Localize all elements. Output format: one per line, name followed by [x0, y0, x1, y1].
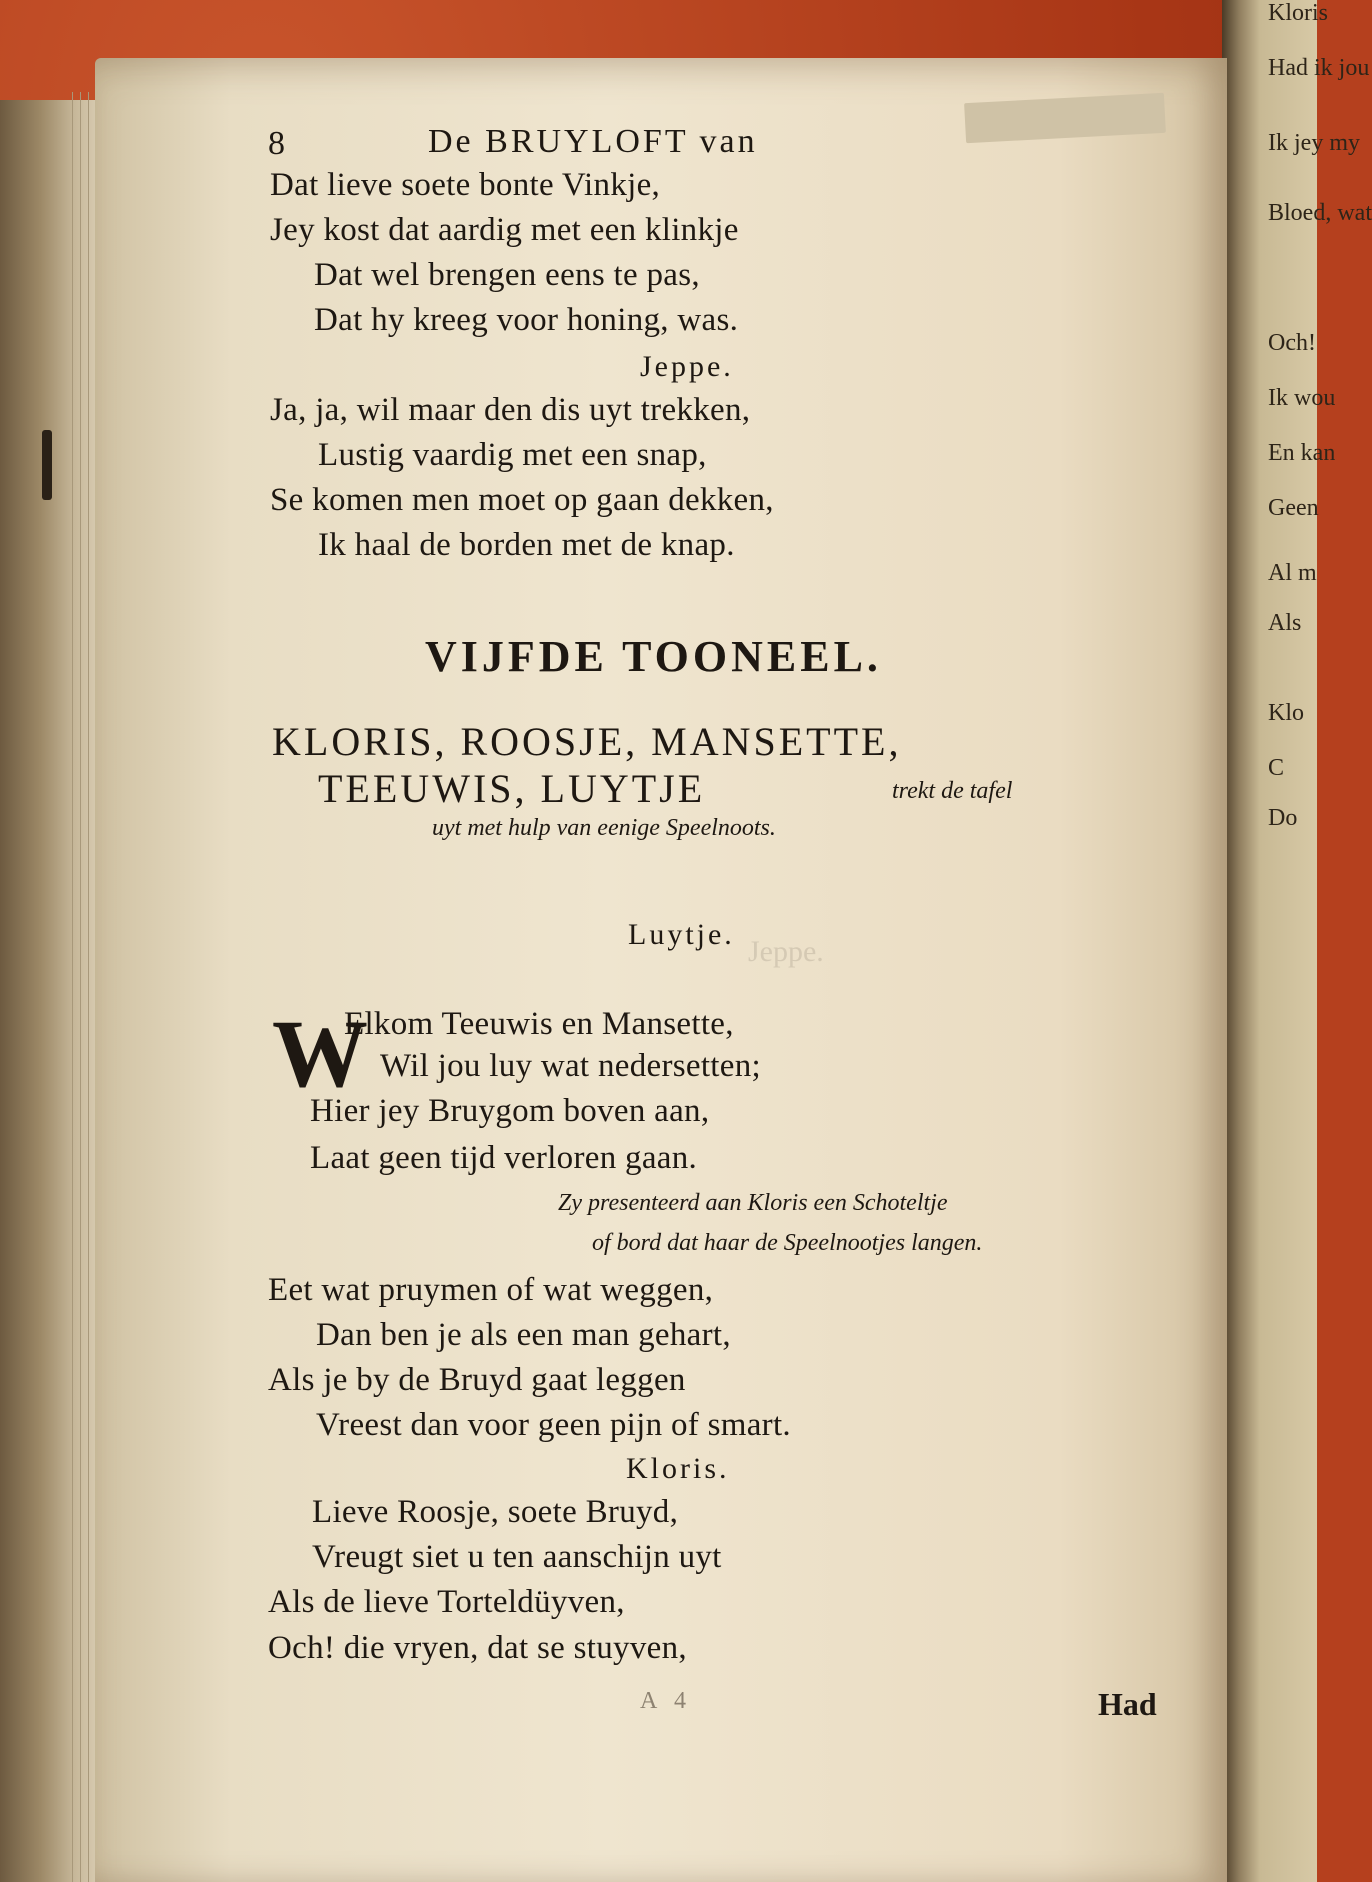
facing-page-line: Als	[1268, 610, 1302, 636]
facing-page-line: Ik jey my	[1268, 130, 1360, 156]
facing-page-line: Kloris	[1268, 0, 1328, 26]
facing-page-line: Klo	[1268, 700, 1304, 726]
verse-line: Se komen men moet op gaan dekken,	[270, 482, 774, 518]
page-number: 8	[268, 125, 285, 162]
verse-line: Als de lieve Torteldüyven,	[268, 1584, 625, 1620]
scene-title: VIJFDE TOONEEL.	[425, 632, 882, 681]
page-stack-line	[72, 92, 73, 1882]
verse-line: Dat wel brengen eens te pas,	[314, 257, 700, 293]
cast-list-line: KLORIS, ROOSJE, MANSETTE,	[272, 719, 902, 764]
verse-line: Och! die vryen, dat se stuyven,	[268, 1630, 687, 1666]
verse-line: Wil jou luy wat nedersetten;	[380, 1048, 761, 1084]
drop-cap: W	[272, 1000, 368, 1107]
bleed-through-speaker: Jeppe.	[748, 935, 824, 968]
verse-line: Elkom Teeuwis en Mansette,	[344, 1006, 734, 1042]
verse-line: Lustig vaardig met een snap,	[318, 437, 707, 473]
verse-line: Ja, ja, wil maar den dis uyt trekken,	[270, 392, 751, 428]
facing-page-line: Al m	[1268, 560, 1317, 586]
verse-line: Dat lieve soete bonte Vinkje,	[270, 167, 661, 203]
speaker-name: Kloris.	[626, 1452, 730, 1485]
stage-direction: of bord dat haar de Speelnootjes langen.	[592, 1230, 983, 1256]
verse-line: Vreest dan voor geen pijn of smart.	[316, 1407, 791, 1443]
verse-line: Laat geen tijd verloren gaan.	[310, 1140, 698, 1176]
verse-line: Hier jey Bruygom boven aan,	[310, 1093, 710, 1129]
page-stack-line	[88, 92, 89, 1882]
book-left-edge	[0, 100, 100, 1882]
facing-page-line: Do	[1268, 805, 1298, 831]
verse-line: Dat hy kreeg voor honing, was.	[314, 302, 739, 338]
facing-page-line: Geen	[1268, 495, 1319, 521]
stage-direction: trekt de tafel	[892, 778, 1013, 804]
running-head: De BRUYLOFT van	[428, 123, 758, 160]
speaker-name: Jeppe.	[640, 350, 734, 383]
cast-list-line: TEEUWIS, LUYTJE	[318, 766, 706, 811]
facing-page-line: Och!	[1268, 330, 1316, 356]
verse-line: Lieve Roosje, soete Bruyd,	[312, 1494, 679, 1530]
verse-line: Als je by de Bruyd gaat leggen	[268, 1362, 686, 1398]
stage-direction: Zy presenteerd aan Kloris een Schoteltje	[558, 1190, 948, 1216]
verse-line: Ik haal de borden met de knap.	[318, 527, 735, 563]
catchword: Had	[1098, 1686, 1157, 1722]
torn-paper-corner	[964, 93, 1166, 143]
facing-page-line: Had ik jou	[1268, 55, 1370, 81]
facing-page-line: En kan	[1268, 440, 1336, 466]
page-edge-mark	[42, 430, 52, 500]
verse-line: Eet wat pruymen of wat weggen,	[268, 1272, 714, 1308]
speaker-name: Luytje.	[628, 918, 735, 951]
facing-page-line: Bloed, wat	[1268, 200, 1372, 226]
verse-line: Dan ben je als een man gehart,	[316, 1317, 731, 1353]
verse-line: Jey kost dat aardig met een klinkje	[270, 212, 739, 248]
verse-line: Vreugt siet u ten aanschijn uyt	[312, 1539, 722, 1575]
page-stack-line	[80, 92, 81, 1882]
facing-page-line: Ik wou	[1268, 385, 1336, 411]
stage-direction: uyt met hulp van eenige Speelnoots.	[432, 815, 776, 841]
facing-page-line: C	[1268, 755, 1285, 781]
signature-mark: A 4	[640, 1688, 693, 1714]
